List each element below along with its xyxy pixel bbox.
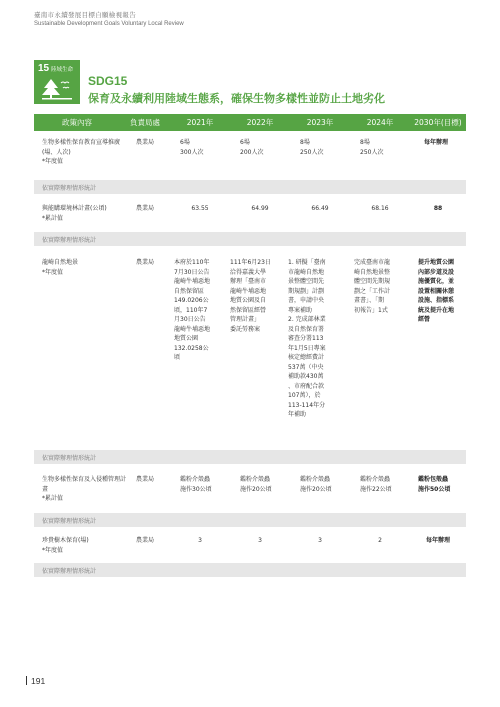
page-number-bar [26,676,27,685]
policy-cell: 生物多樣性保育及入侵種管理計畫 *累計值 [42,476,127,502]
table-row [34,536,466,558]
y2023-cell: 鑑粉介殼蟲 施作20公頃 [300,476,332,493]
y2030-cell: 鑑粉包殼蟲 施作50公頃 [418,476,451,493]
y2022-cell: 鑑粉介殼蟲 施作20公頃 [240,476,272,493]
y2023-cell: 66.49 [311,205,329,212]
source-note: 依實際辦理情形統計 [42,455,97,462]
agency-cell: 農業局 [136,205,155,212]
y2022-cell: 111年6月23日 洽得嘉義大學 辦理「臺南市 龍崎牛埔惡地 地質公園及自 然保留區經營 管理計畫」 委託勞務案 [230,259,271,333]
y2023-cell: 3 [318,537,322,544]
col-header-policy: 政策內容 [62,118,92,127]
y2030-cell: 每年辦理 [424,139,449,146]
table-row [34,204,466,226]
page-number-text: 191 [31,676,46,686]
y2030-cell: 88 [433,205,443,212]
agency-cell: 農業局 [136,259,155,266]
y2024-cell: 68.16 [371,205,389,212]
badge-label: 陸域生命 [51,67,74,73]
agency-cell: 農業局 [136,537,155,544]
col-header-2022: 2022年 [246,118,274,127]
col-header-2023: 2023年 [306,118,334,127]
y2024-cell: 完成臺南市龍 崎自然地景整 體空間先期規 劃之「工作計 畫書」、「期 初報告」1式 [354,259,391,314]
tree-birds-icon [42,76,72,100]
source-note: 依實際辦理情形統計 [42,518,97,525]
agency-cell: 農業局 [136,139,155,146]
policy-cell: 生物多樣性保育教育宣導推廣(場、人次) *年度值 [42,139,121,165]
report-title-en: Sustainable Development Goals Voluntary Local Review [34,21,184,27]
y2024-cell: 2 [378,537,382,544]
policy-cell: 珍貴樹木保育(場) *年度值 [42,537,89,554]
y2021-cell: 63.55 [191,205,209,212]
y2022-cell: 3 [258,537,262,544]
source-note: 依實際辦理情形統計 [42,237,97,244]
table-row [34,138,466,178]
table-row [34,258,466,444]
report-header [34,10,184,27]
col-header-2024: 2024年 [366,118,394,127]
report-title-zh: 臺南市永續發展目標自願檢視報告 [34,11,136,19]
y2022-cell: 6場 200人次 [240,139,264,156]
y2023-cell: 1. 研擬「臺南 市龍崎自然地 景整體空間先 期規劃」計劃 書，申請中央 專案補助 2. 完成部林業 及自然保育署 審查分署113 年1月5日專案 核定總經費計 537萬（中央 補助款430萬 、市府配合款 107萬），於 113-114年分 年補助 [288,259,326,418]
y2024-cell: 8場 250人次 [360,139,384,156]
sdg-title: 保育及永續利用陸域生態系，確保生物多樣性並防止土地劣化 [88,92,385,105]
col-header-2021: 2021年 [186,118,214,127]
policy-cell: 龍崎自然地景 *年度值 [42,259,79,276]
source-bar [34,563,466,577]
source-bar [34,450,466,464]
policy-cell: 與能購環境林計畫(公頃) *累計值 [42,205,107,222]
sdg-code: SDG15 [88,74,128,88]
table-row [34,475,466,509]
y2030-cell: 提升地質公園 內部步道及設 施優質化，並 設置相關休憩 設施、指標系 統及提升在地 經營 [418,259,455,323]
y2030-cell: 每年辦理 [425,537,450,544]
col-header-agency: 負責局處 [130,118,160,127]
sdg15-badge [34,60,80,104]
source-bar [34,232,466,246]
badge-number: 15 [38,63,50,74]
source-note: 依實際辦理情形統計 [42,185,97,192]
source-bar [34,180,466,194]
y2021-cell: 6場 300人次 [180,139,204,156]
page-number [26,676,45,686]
y2021-cell: 3 [198,537,202,544]
table-header [34,114,466,131]
y2022-cell: 64.99 [251,205,269,212]
source-note: 依實際辦理情形統計 [42,568,97,575]
source-bar [34,513,466,527]
y2021-cell: 鑑粉介殼蟲 施作30公頃 [180,476,212,493]
y2023-cell: 8場 250人次 [300,139,324,156]
col-header-2030: 2030年(目標) [414,118,462,127]
y2021-cell: 本府於110年 7月30日公告 龍崎牛埔惡地 自然保留區 149.0206公 頃，110年7 月30日公告 龍崎牛埔惡地 地質公園 132.0258公 頃 [174,259,211,361]
y2024-cell: 鑑粉介殼蟲 施作22公頃 [360,476,392,493]
agency-cell: 農業局 [136,476,155,483]
